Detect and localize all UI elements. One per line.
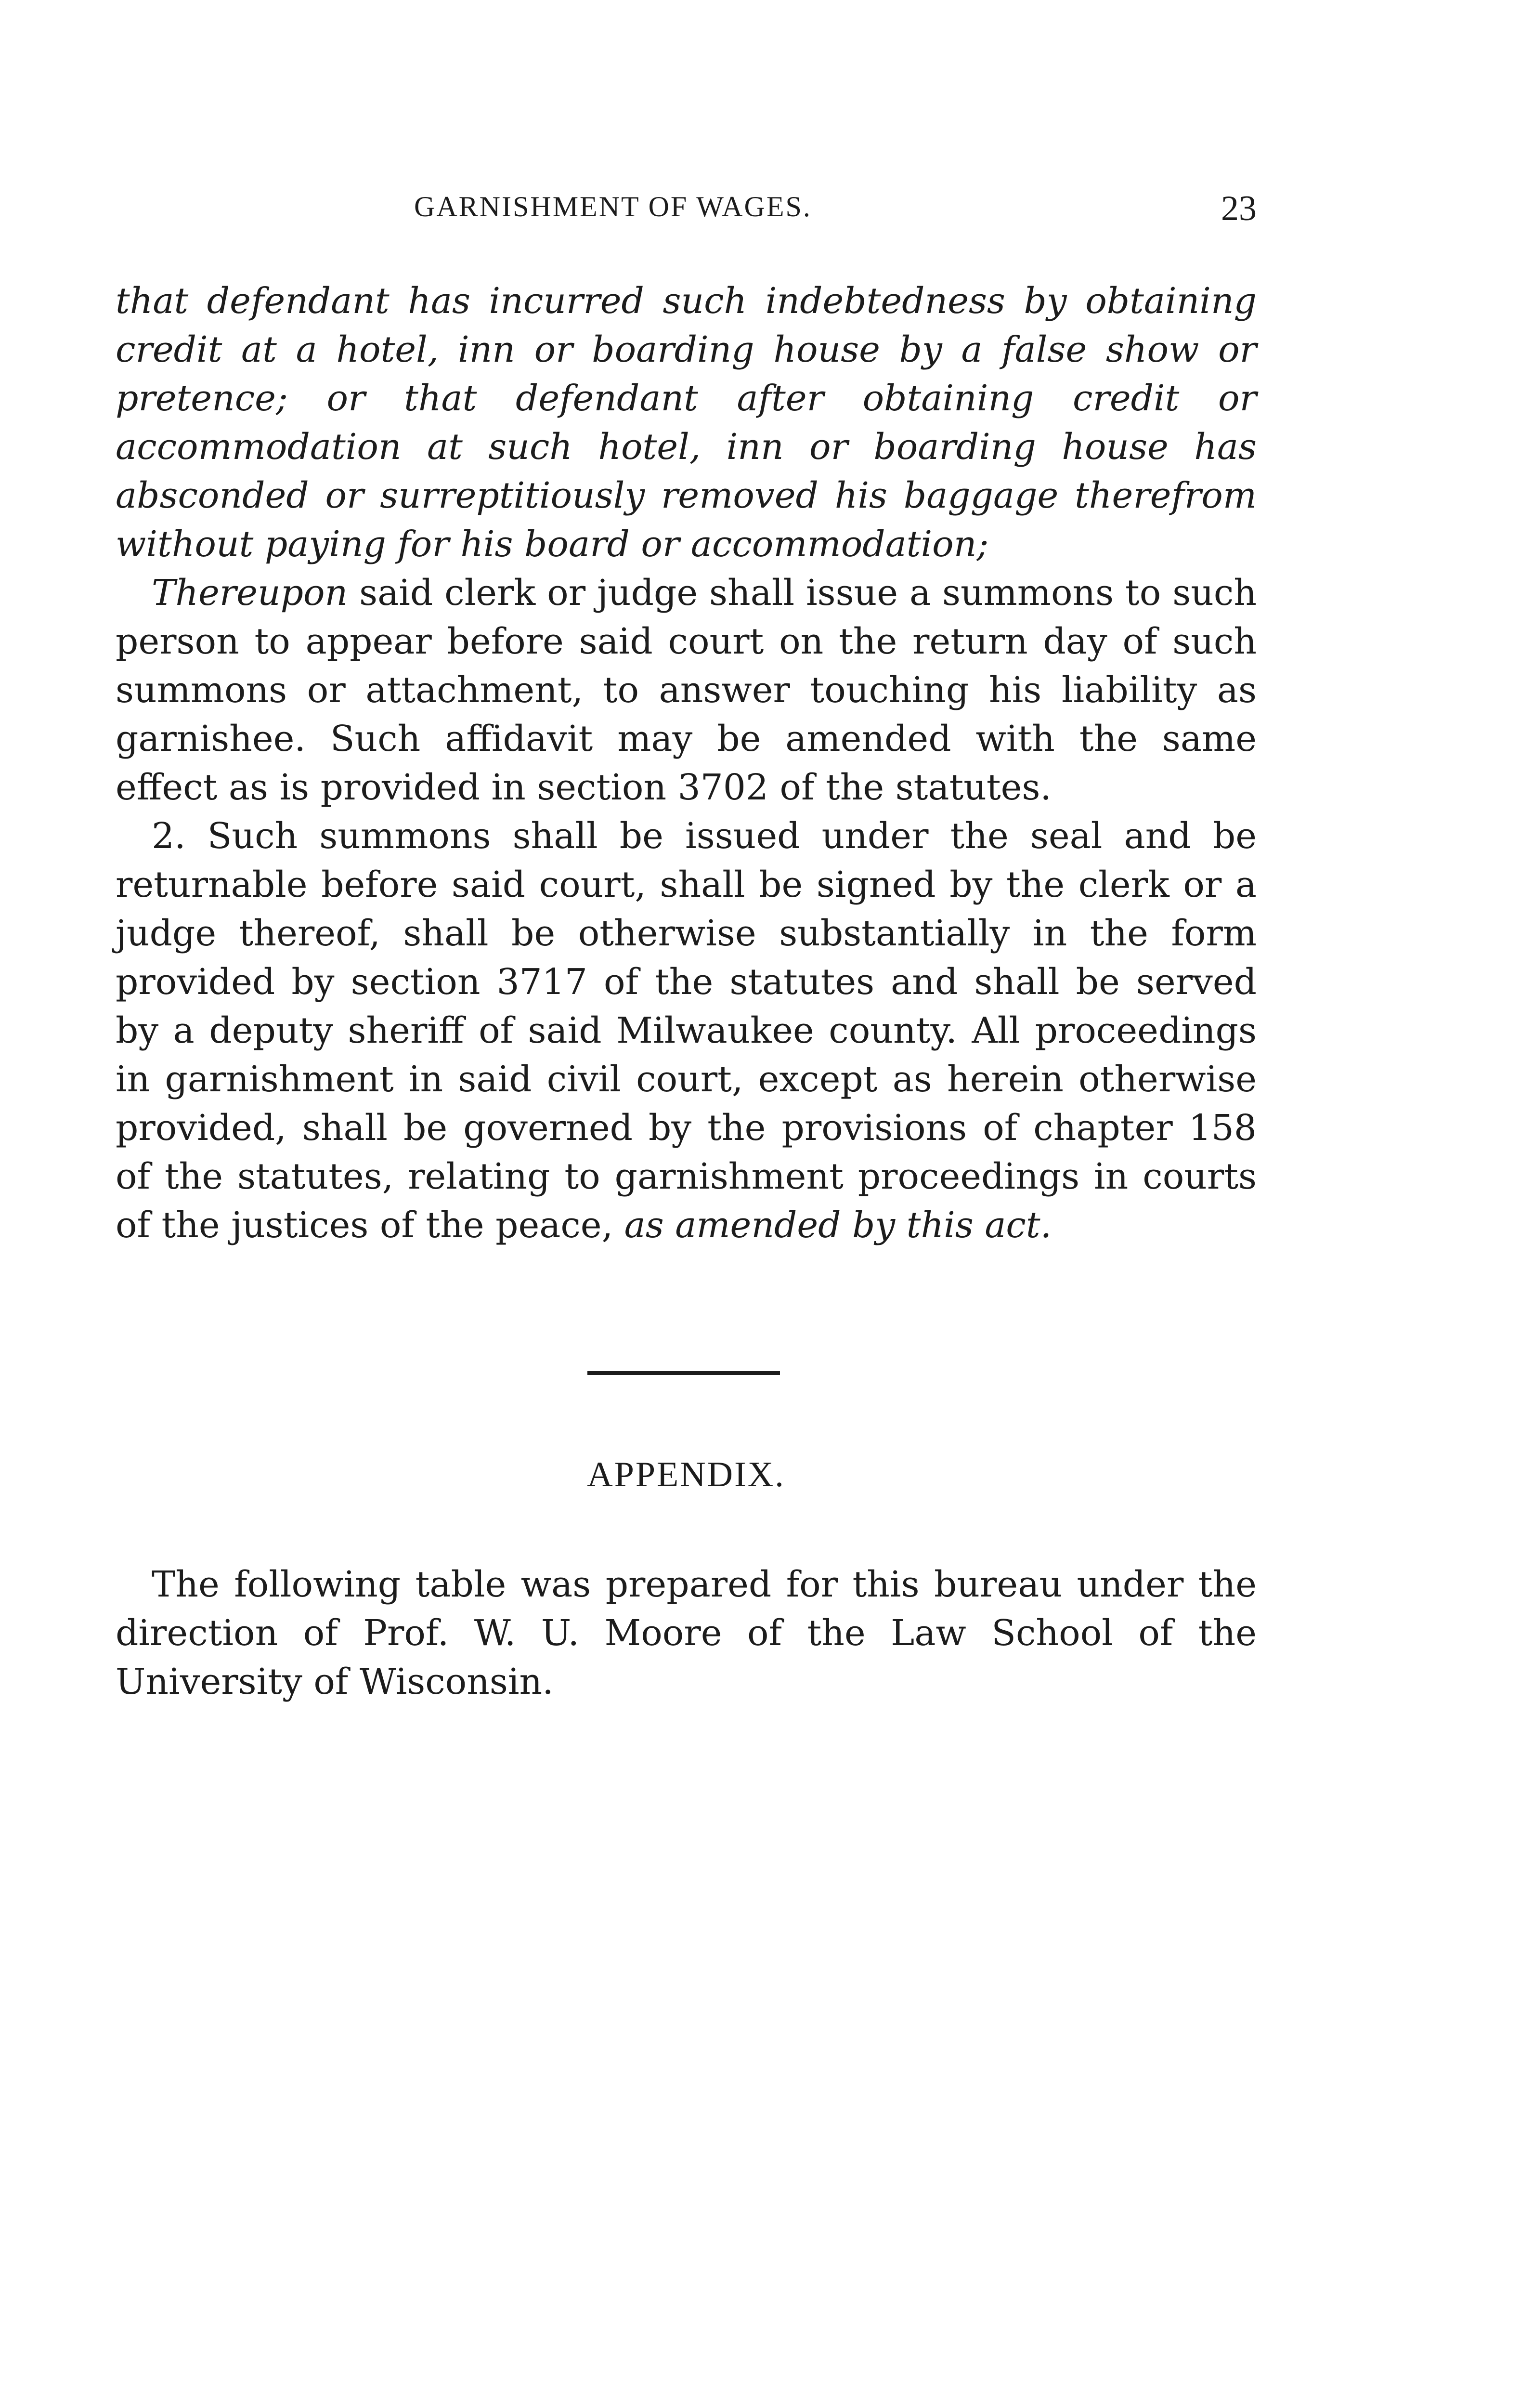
running-head <box>116 190 1257 234</box>
appendix-body <box>116 1560 1257 1706</box>
section-2-text: 2. Such summons shall be issued under the seal and be returnable before said court, shall be signed by the clerk or a judge thereof, shall be otherwise substantially in the form provided by section 3717 of the statutes and shall be served by a deputy sheriff of said Milwaukee county. All proceedings in garnishment in said civil court, except as herein otherwise provided, shall be governed by the provisions of chapter 158 of the statutes, relating to garnishment proceedings in courts of the justices of the peace, <box>116 815 1257 1246</box>
statute-text <box>116 277 1257 1250</box>
page-number: 23 <box>1221 189 1257 228</box>
running-title: GARNISHMENT OF WAGES. <box>414 191 812 222</box>
appendix-paragraph: The following table was prepared for this bureau under the direction of Prof. W. U. Moore of the Law School of the University of Wisconsin. <box>116 1564 1257 1702</box>
section-2-tail: as amended by this act. <box>624 1204 1052 1246</box>
thereupon-lead: Thereupon <box>152 572 348 614</box>
paragraph-thereupon <box>116 569 1257 812</box>
section-divider-rule <box>587 1371 780 1375</box>
paragraph-section-2 <box>116 812 1257 1250</box>
appendix-heading: APPENDIX. <box>587 1455 785 1494</box>
paragraph-continued: that defendant has incurred such indebtedness by obtaining credit at a hotel, inn or boarding house by a false show or pretence; or that defendant after obtaining credit or accommodation at such hotel, inn or boarding house has absconded or surreptitiously removed his baggage therefrom without paying for his board or accommodation; <box>116 280 1257 565</box>
thereupon-text: said clerk or judge shall issue a summons to such person to appear before said court on the return day of such summons or attachment, to answer touching his liability as garnishee. Such affidavit may be amended with the same effect as is provided in section 3702 of the statutes. <box>116 572 1257 808</box>
